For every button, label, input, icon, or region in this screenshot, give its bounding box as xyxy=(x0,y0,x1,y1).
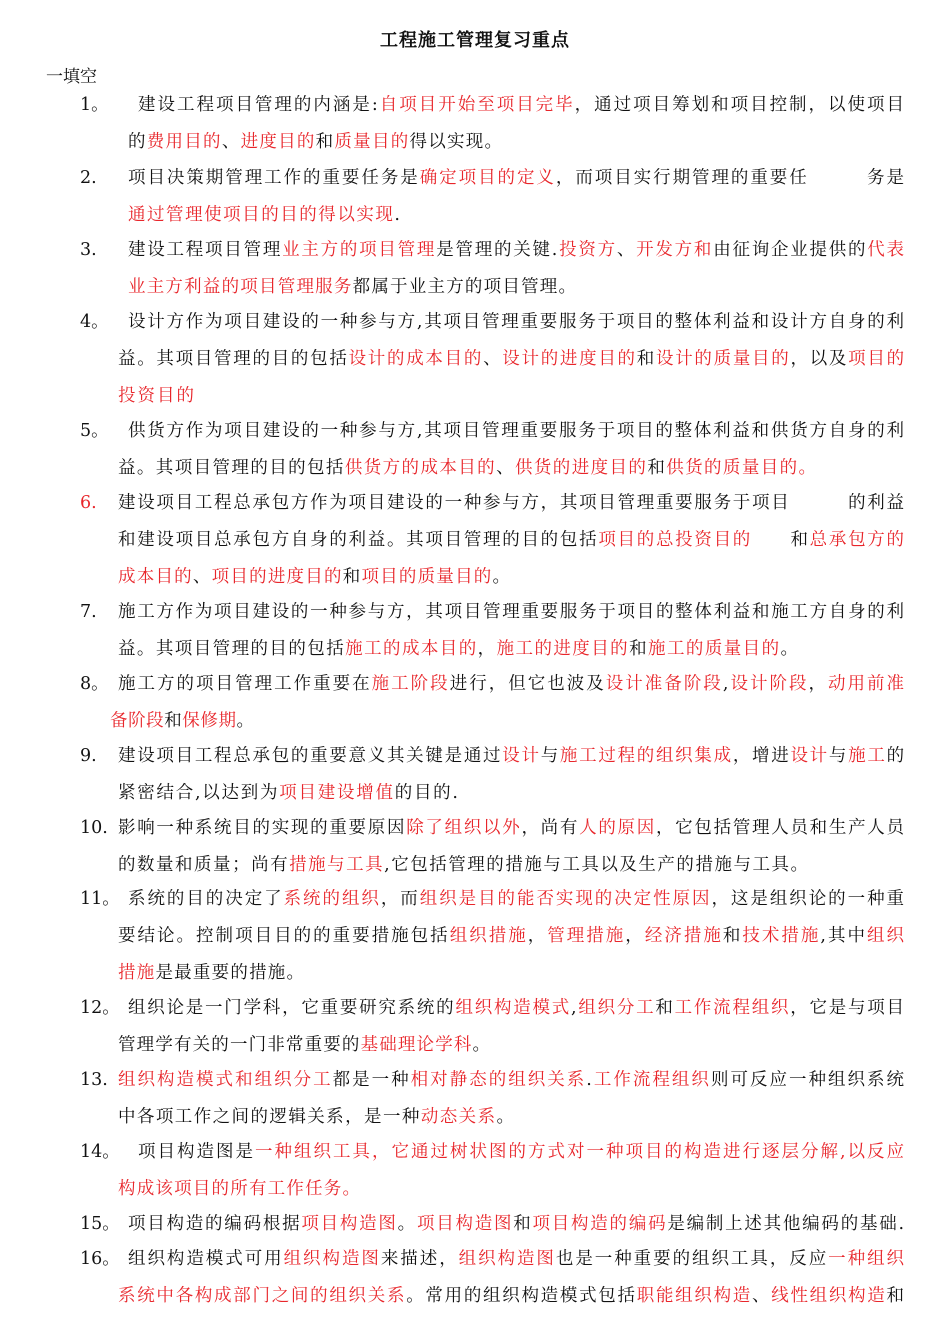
body-text: 。 xyxy=(236,711,255,731)
item-line xyxy=(128,124,503,161)
body-text: 和 xyxy=(886,1286,906,1306)
body-text: 组织论是一门学科，它重要研究系统的 xyxy=(128,998,456,1018)
item-line xyxy=(128,160,906,197)
item-number: 13. xyxy=(80,1070,108,1090)
item-line xyxy=(128,232,906,269)
key-term: 供货的进度目的 xyxy=(514,458,648,478)
key-term: 进度目的 xyxy=(240,132,316,152)
item-line xyxy=(118,918,906,955)
body-text: ,它包括管理的措施与工具以及生产的措施与工具。 xyxy=(384,855,810,875)
body-text: 是最重要的措施。 xyxy=(155,963,306,983)
key-term: 职能组织构造 xyxy=(636,1286,753,1306)
item-line xyxy=(118,378,196,415)
item-line xyxy=(128,269,577,306)
key-term: 备阶段 xyxy=(110,711,165,731)
key-term: 组织分工 xyxy=(578,998,656,1018)
key-term: 项目的总投资目的 xyxy=(598,530,753,550)
body-text: 。 xyxy=(496,1107,516,1127)
body-text: 进行，但它也波及 xyxy=(449,674,606,694)
body-text: 和 xyxy=(629,639,649,659)
body-text: 的目的. xyxy=(394,783,460,803)
body-text: 。 xyxy=(780,639,800,659)
key-term: 设计准备阶段 xyxy=(605,674,723,694)
item-line xyxy=(128,413,906,450)
body-text: ， xyxy=(625,926,645,946)
key-term: 业主方利益的项目管理服务 xyxy=(128,277,353,297)
key-term: 相对静态的组织关系 xyxy=(410,1070,587,1090)
key-term: 项目构造的编码 xyxy=(532,1214,668,1234)
key-term: 措施 xyxy=(118,963,156,983)
key-term: 投资目的 xyxy=(118,386,196,406)
body-text: 是管理的关键. xyxy=(436,240,560,260)
body-text: 、 xyxy=(616,240,637,260)
body-text: 供货方作为项目建设的一种参与方,其项目管理重要服务于项目的整体利益和供货方自身的利 xyxy=(128,421,906,441)
body-text: ， xyxy=(808,674,828,694)
item-line xyxy=(128,881,906,918)
key-term: 项目的进度目的 xyxy=(211,567,343,587)
key-term: 费用目的 xyxy=(146,132,222,152)
body-text: 益。其项目管理的目的包括 xyxy=(118,458,345,478)
key-term: 技术措施 xyxy=(742,926,821,946)
body-text: 的 xyxy=(886,746,906,766)
body-text: 建设项目工程总承包的重要意义其关键是通过 xyxy=(118,746,503,766)
item-line xyxy=(118,485,906,522)
item-line xyxy=(118,775,460,812)
body-text: , xyxy=(571,998,579,1018)
key-term: 工作流程组织 xyxy=(674,998,791,1018)
document-title: 工程施工管理复习重点 xyxy=(380,30,570,51)
body-text: 。 xyxy=(492,567,512,587)
key-term: 施工过程的组织集成 xyxy=(559,746,733,766)
key-term: 基础理论学科 xyxy=(360,1035,473,1055)
key-term: 质量目的 xyxy=(334,132,410,152)
key-term: 线性组织构造 xyxy=(771,1286,887,1306)
body-text: 也是一种重要的组织工具，反应 xyxy=(555,1249,829,1269)
key-term: 项目构造图 xyxy=(301,1214,398,1234)
body-text: 与 xyxy=(540,746,560,766)
key-term: 总承包方的 xyxy=(809,530,906,550)
key-term: 组织构造模式 xyxy=(455,998,572,1018)
item-line xyxy=(118,1099,515,1136)
item-line xyxy=(128,990,906,1027)
body-text: ，增进 xyxy=(732,746,791,766)
body-text: 和 xyxy=(164,711,183,731)
key-term: 组织构造模式和组织分工 xyxy=(118,1070,333,1090)
item-line xyxy=(118,1278,906,1315)
body-text: 系统的目的决定了 xyxy=(128,889,284,909)
key-term: 保修期 xyxy=(182,711,237,731)
body-text: 益。其项目管理的目的包括 xyxy=(118,349,349,369)
key-term: 组织构造图 xyxy=(283,1249,381,1269)
item-line xyxy=(118,594,906,631)
body-text: 得以实现。 xyxy=(409,132,504,152)
item-number: 4。 xyxy=(80,312,109,332)
key-term: 项目建设增值 xyxy=(279,783,395,803)
body-text: 、 xyxy=(221,132,241,152)
body-text: ， xyxy=(527,926,548,946)
key-term: 系统中各构成部门之间的组织关系 xyxy=(118,1286,407,1306)
key-term: 施工的成本目的 xyxy=(345,639,478,659)
key-term: 组织措施 xyxy=(449,926,528,946)
key-term: 供货的质量目的。 xyxy=(666,458,818,478)
key-term: 设计的质量目的 xyxy=(656,349,791,369)
item-line xyxy=(118,810,906,847)
key-term: 施工阶段 xyxy=(371,674,450,694)
item-line xyxy=(128,304,906,341)
key-term: 项目构造图 xyxy=(416,1214,514,1234)
body-text: 。常用的组织构造模式包括 xyxy=(406,1286,637,1306)
item-number: 5。 xyxy=(80,421,109,441)
item-line xyxy=(118,1027,491,1064)
body-text: 影响一种系统目的实现的重要原因 xyxy=(118,818,407,838)
body-text: 的 xyxy=(128,132,147,152)
key-term: 项目的 xyxy=(848,349,906,369)
key-term: 动态关系 xyxy=(420,1107,497,1127)
item-number: 15。 xyxy=(80,1214,120,1234)
key-term: 工作流程组织 xyxy=(593,1070,711,1090)
body-text: 施工方作为项目建设的一种参与方，其项目管理重要服务于项目的整体利益和施工方自身的利 xyxy=(118,602,906,622)
key-term: 组织 xyxy=(867,926,907,946)
key-term: 一种组织工具，它通过树状图的方式对一种项目的构造进行逐层分解,以反应 xyxy=(255,1142,907,1162)
body-text: ，这是组织论的一种重 xyxy=(711,889,906,909)
body-text: 、 xyxy=(192,567,212,587)
key-term: 成本目的 xyxy=(118,567,193,587)
item-number: 16。 xyxy=(80,1249,120,1269)
item-line xyxy=(128,1206,906,1243)
key-term: 开发方和 xyxy=(636,240,714,260)
key-term: 设计的成本目的 xyxy=(348,349,484,369)
body-text: . xyxy=(586,1070,594,1090)
body-text: 和 xyxy=(722,926,743,946)
body-text: 都属于业主方的项目管理。 xyxy=(352,277,578,297)
key-term: 一种组织 xyxy=(828,1249,906,1269)
key-term: 设计 xyxy=(502,746,541,766)
item-line xyxy=(118,341,906,378)
key-term: 供货方的成本目的 xyxy=(344,458,497,478)
body-text: 项目构造的编码根据 xyxy=(128,1214,302,1234)
item-line xyxy=(138,1134,906,1171)
key-term: 组织构造图 xyxy=(458,1249,556,1269)
key-term: 代表 xyxy=(867,240,906,260)
body-text: 来描述， xyxy=(380,1249,459,1269)
key-term: 确定项目的定义 xyxy=(419,168,556,188)
key-term: 系统的组织 xyxy=(283,889,381,909)
item-number: 9. xyxy=(80,746,97,766)
body-text: 中各项工作之间的逻辑关系，是一种 xyxy=(118,1107,421,1127)
body-text: 的数量和质量；尚有 xyxy=(118,855,290,875)
item-line xyxy=(118,666,906,703)
body-text: 与 xyxy=(828,746,849,766)
key-term: 施工的质量目的 xyxy=(648,639,781,659)
body-text: 要结论。控制项目目的的重要措施包括 xyxy=(118,926,450,946)
item-number: 1。 xyxy=(80,95,109,115)
key-term: 措施与工具 xyxy=(289,855,385,875)
item-line xyxy=(118,847,810,884)
body-text: 。 xyxy=(472,1035,492,1055)
key-term: 设计阶段 xyxy=(730,674,809,694)
key-term: 构成该项目的所有工作任务。 xyxy=(118,1179,362,1199)
key-term: 管理措施 xyxy=(547,926,626,946)
body-text: 、 xyxy=(483,349,503,369)
body-text: 管理学有关的一门非常重要的 xyxy=(118,1035,361,1055)
body-text: 项目决策期管理工作的重要任务是 xyxy=(128,168,420,188)
item-line xyxy=(118,955,305,992)
item-line xyxy=(118,450,817,487)
body-text: 项目构造图是 xyxy=(138,1142,255,1162)
body-text: 和 xyxy=(647,458,667,478)
item-line xyxy=(110,703,255,740)
body-text: 和 xyxy=(315,132,335,152)
item-line xyxy=(118,559,511,596)
key-term: 自项目开始至项目完毕 xyxy=(379,95,575,115)
body-text: ，它包括管理人员和生产人员 xyxy=(655,818,906,838)
body-text: 由征询企业提供的 xyxy=(713,240,868,260)
key-term: 项目的质量目的 xyxy=(361,567,493,587)
body-text: 和 xyxy=(513,1214,533,1234)
key-term: 动用前准 xyxy=(828,674,907,694)
body-text: , xyxy=(722,674,731,694)
body-text: ，而项目实行期管理的重要任 务是 xyxy=(555,168,906,188)
body-text: 。 xyxy=(397,1214,417,1234)
item-line xyxy=(128,197,402,234)
key-term: 经济措施 xyxy=(644,926,723,946)
body-text: 建设工程项目管理的内涵是: xyxy=(138,95,380,115)
item-number: 3. xyxy=(80,240,97,260)
body-text: 施工方的项目管理工作重要在 xyxy=(118,674,372,694)
body-text: . xyxy=(394,205,402,225)
item-number: 11。 xyxy=(80,889,120,909)
body-text: 建设项目工程总承包方作为项目建设的一种参与方，其项目管理重要服务于项目 的利益 xyxy=(118,493,906,513)
body-text: 紧密结合,以达到为 xyxy=(118,783,280,803)
body-text: ， xyxy=(477,639,497,659)
key-term: 通过管理使项目的目的得以实现 xyxy=(128,205,395,225)
key-term: 除了组织以外 xyxy=(406,818,522,838)
body-text: 和建设项目总承包方自身的利益。其项目管理的目的包括 xyxy=(118,530,599,550)
key-term: 投资方 xyxy=(559,240,617,260)
key-term: 设计 xyxy=(790,746,829,766)
body-text: ,其中 xyxy=(820,926,868,946)
item-line xyxy=(118,1062,906,1099)
key-term: 业主方的项目管理 xyxy=(282,240,437,260)
item-number: 10. xyxy=(80,818,108,838)
body-text: ，尚有 xyxy=(521,818,580,838)
item-number: 14。 xyxy=(80,1142,120,1162)
section-heading: 一填空 xyxy=(46,67,97,87)
body-text: ，而 xyxy=(380,889,420,909)
item-number: 2. xyxy=(80,168,97,188)
body-text: 都是一种 xyxy=(332,1070,411,1090)
body-text: 和 xyxy=(655,998,675,1018)
item-line xyxy=(128,1241,906,1278)
key-term: 设计的进度目的 xyxy=(502,349,637,369)
key-term: 人的原因 xyxy=(579,818,656,838)
item-number: 8。 xyxy=(80,674,109,694)
body-text: 建设工程项目管理 xyxy=(128,240,283,260)
item-line xyxy=(118,631,799,668)
item-number: 6. xyxy=(80,493,97,513)
item-number: 12。 xyxy=(80,998,120,1018)
body-text: 组织构造模式可用 xyxy=(128,1249,284,1269)
body-text: 和 xyxy=(342,567,362,587)
body-text: 和 xyxy=(752,530,810,550)
item-line xyxy=(138,87,906,124)
key-term: 施工 xyxy=(848,746,887,766)
body-text: 、 xyxy=(496,458,515,478)
item-line xyxy=(118,738,906,775)
body-text: 设计方作为项目建设的一种参与方,其项目管理重要服务于项目的整体利益和设计方自身的利 xyxy=(128,312,906,332)
body-text: ，以及 xyxy=(790,349,849,369)
item-line xyxy=(118,522,906,559)
body-text: 则可反应一种组织系统 xyxy=(710,1070,907,1090)
key-term: 施工的进度目的 xyxy=(496,639,630,659)
key-term: 组织是目的能否实现的决定性原因 xyxy=(419,889,712,909)
body-text: 是编制上述其他编码的基础. xyxy=(667,1214,906,1234)
body-text: 益。其项目管理的目的包括 xyxy=(118,639,346,659)
body-text: ，通过项目筹划和项目控制，以使项目 xyxy=(574,95,906,115)
body-text: 、 xyxy=(752,1286,772,1306)
item-number: 7. xyxy=(80,602,97,622)
body-text: 和 xyxy=(636,349,656,369)
body-text: ，它是与项目 xyxy=(790,998,906,1018)
item-line xyxy=(118,1171,361,1208)
